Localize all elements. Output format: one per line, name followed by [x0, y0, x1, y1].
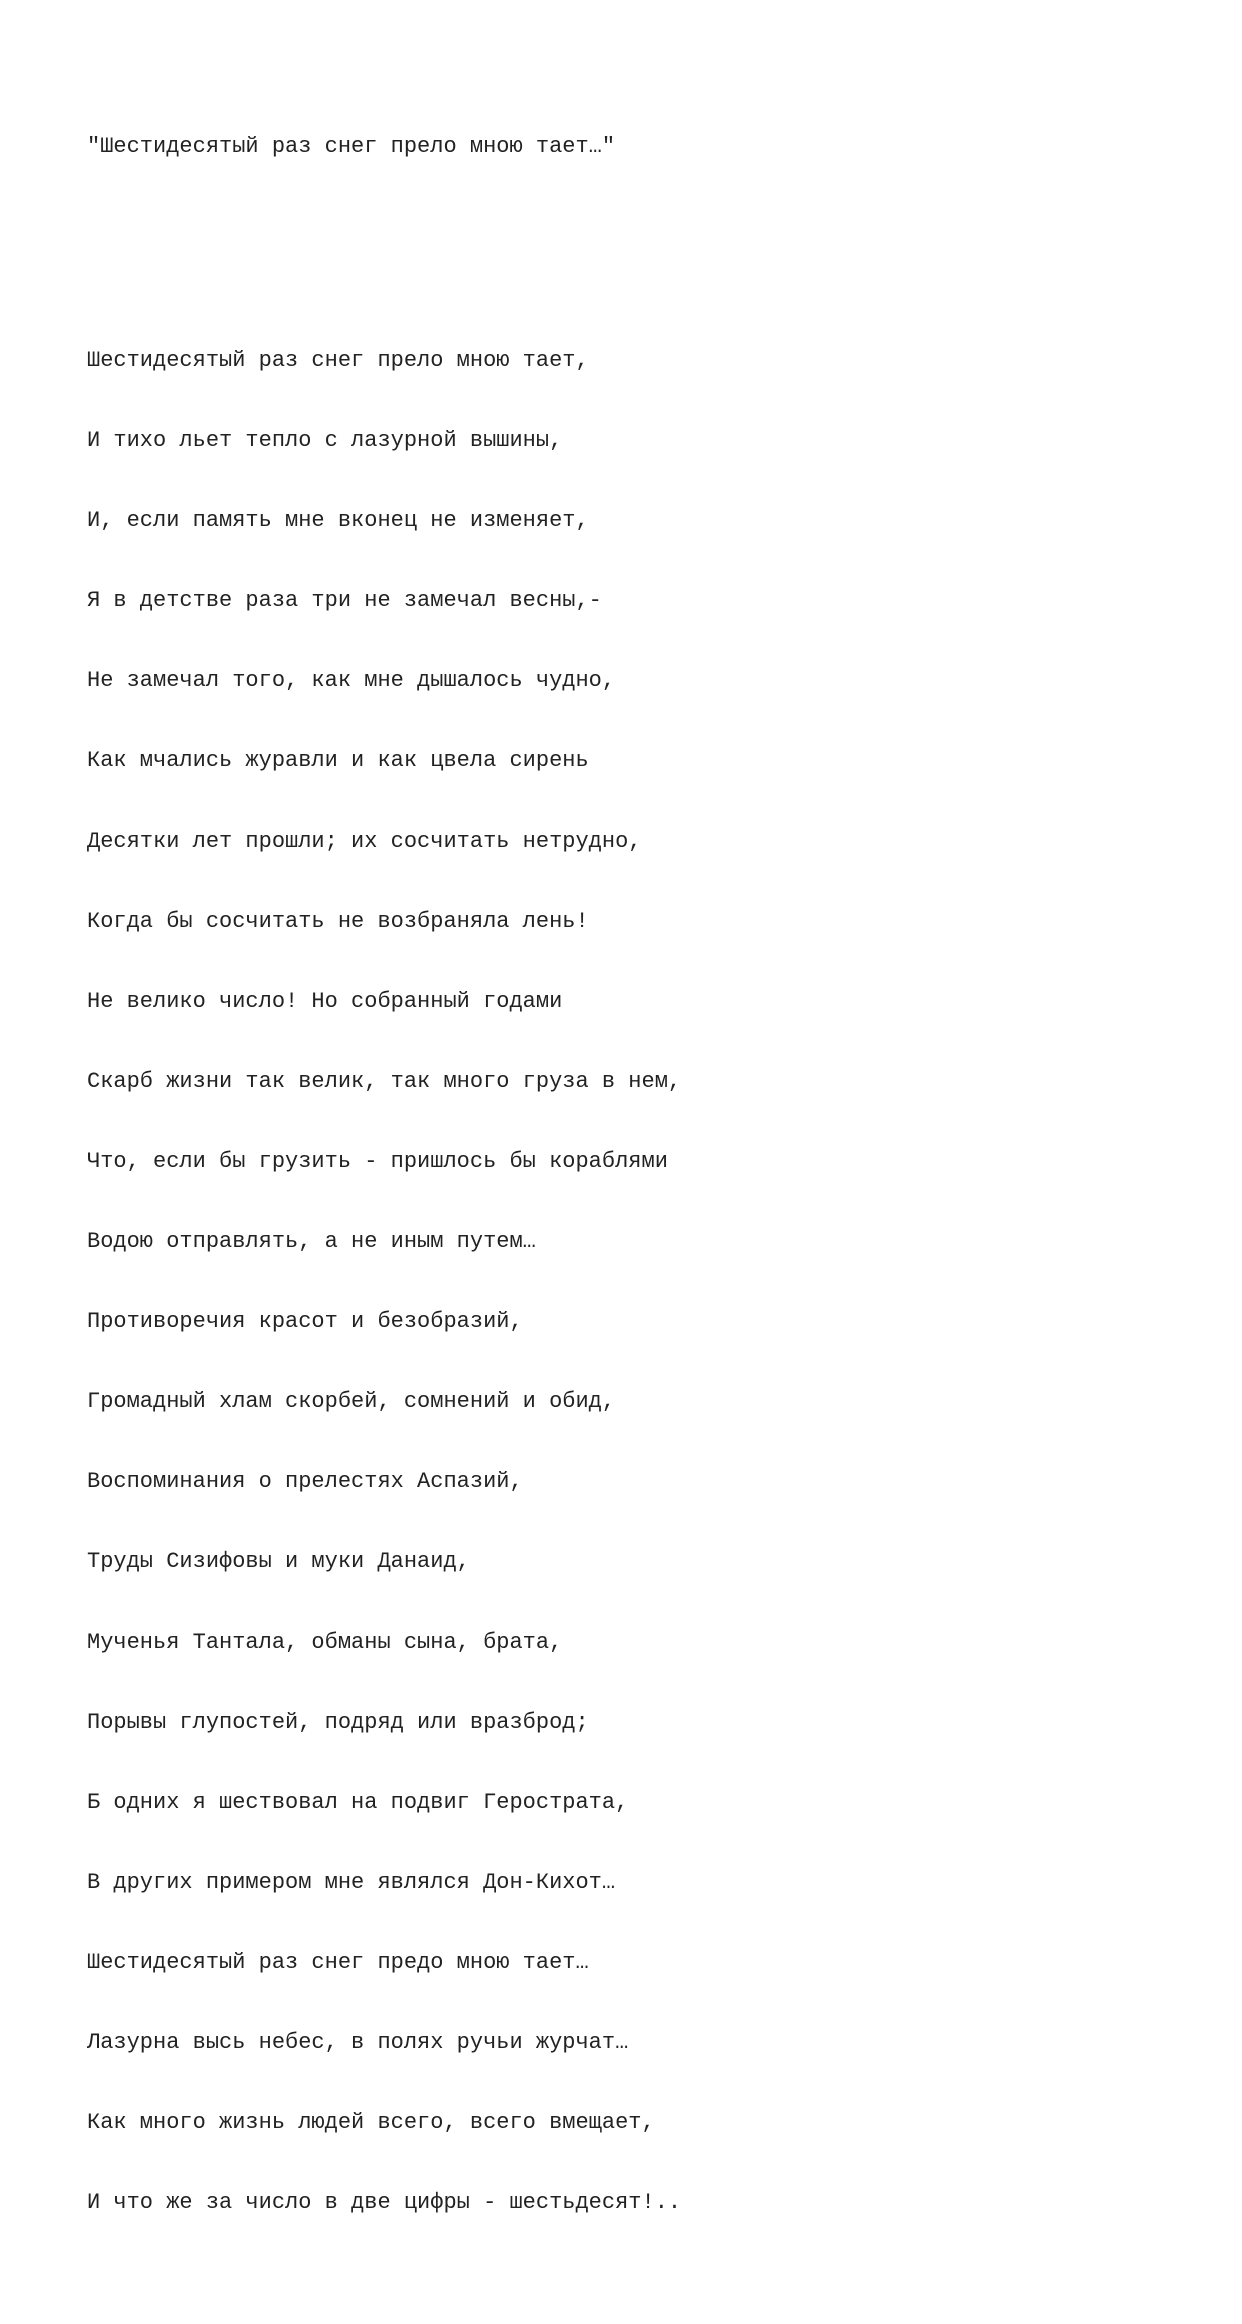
- poem-line: В других примером мне являлся Дон-Кихот…: [87, 1869, 616, 1895]
- poem-line: Громадный хлам скорбей, сомнений и обид,: [87, 1389, 616, 1415]
- poem-line: Я в детстве раза три не замечал весны,-: [87, 588, 602, 614]
- poem-line: И тихо льет тепло с лазурной вышины,: [87, 428, 563, 454]
- poem-line: Мученья Тантала, обманы сына, брата,: [87, 1629, 563, 1655]
- poem-line: Противоречия красот и безобразий,: [87, 1309, 523, 1335]
- poem-line: И что же за число в две цифры - шестьдесят!..: [87, 2190, 682, 2216]
- poem-line: Не велико число! Но собранный годами: [87, 988, 563, 1014]
- poem-line: Шестидесятый раз снег прело мною тает,: [87, 348, 589, 374]
- poem-line: Когда бы сосчитать не возбраняла лень!: [87, 908, 589, 934]
- poem-line: Порывы глупостей, подряд или вразброд;: [87, 1709, 589, 1735]
- title-spacer: [87, 215, 681, 242]
- poem-line: Скарб жизни так велик, так много груза в нем,: [87, 1068, 682, 1094]
- poem-line: Шестидесятый раз снег предо мною тает…: [87, 1949, 589, 1975]
- poem-line: Что, если бы грузить - пришлось бы кораблями: [87, 1148, 668, 1174]
- poem-line: Как мчались журавли и как цвела сирень: [87, 748, 589, 774]
- poem-line: И, если память мне вконец не изменяет,: [87, 508, 589, 534]
- poem-line: Не замечал того, как мне дышалось чудно,: [87, 668, 616, 694]
- poem-line: Как много жизнь людей всего, всего вмещает,: [87, 2110, 655, 2136]
- poem-line: Труды Сизифовы и муки Данаид,: [87, 1549, 470, 1575]
- poem-line: Б одних я шествовал на подвиг Герострата,: [87, 1789, 629, 1815]
- poem-line: Десятки лет прошли; их сосчитать нетрудно,: [87, 828, 642, 854]
- poem-title: "Шестидесятый раз снег прело мною тает…": [87, 134, 616, 160]
- poem-body: [87, 295, 681, 2271]
- document-content: [87, 81, 681, 2324]
- poem-line: Воспоминания о прелестях Аспазий,: [87, 1469, 523, 1495]
- poem-line: Лазурна высь небес, в полях ручьи журчат…: [87, 2029, 629, 2055]
- poem-line: Водою отправлять, а не иным путем…: [87, 1229, 536, 1255]
